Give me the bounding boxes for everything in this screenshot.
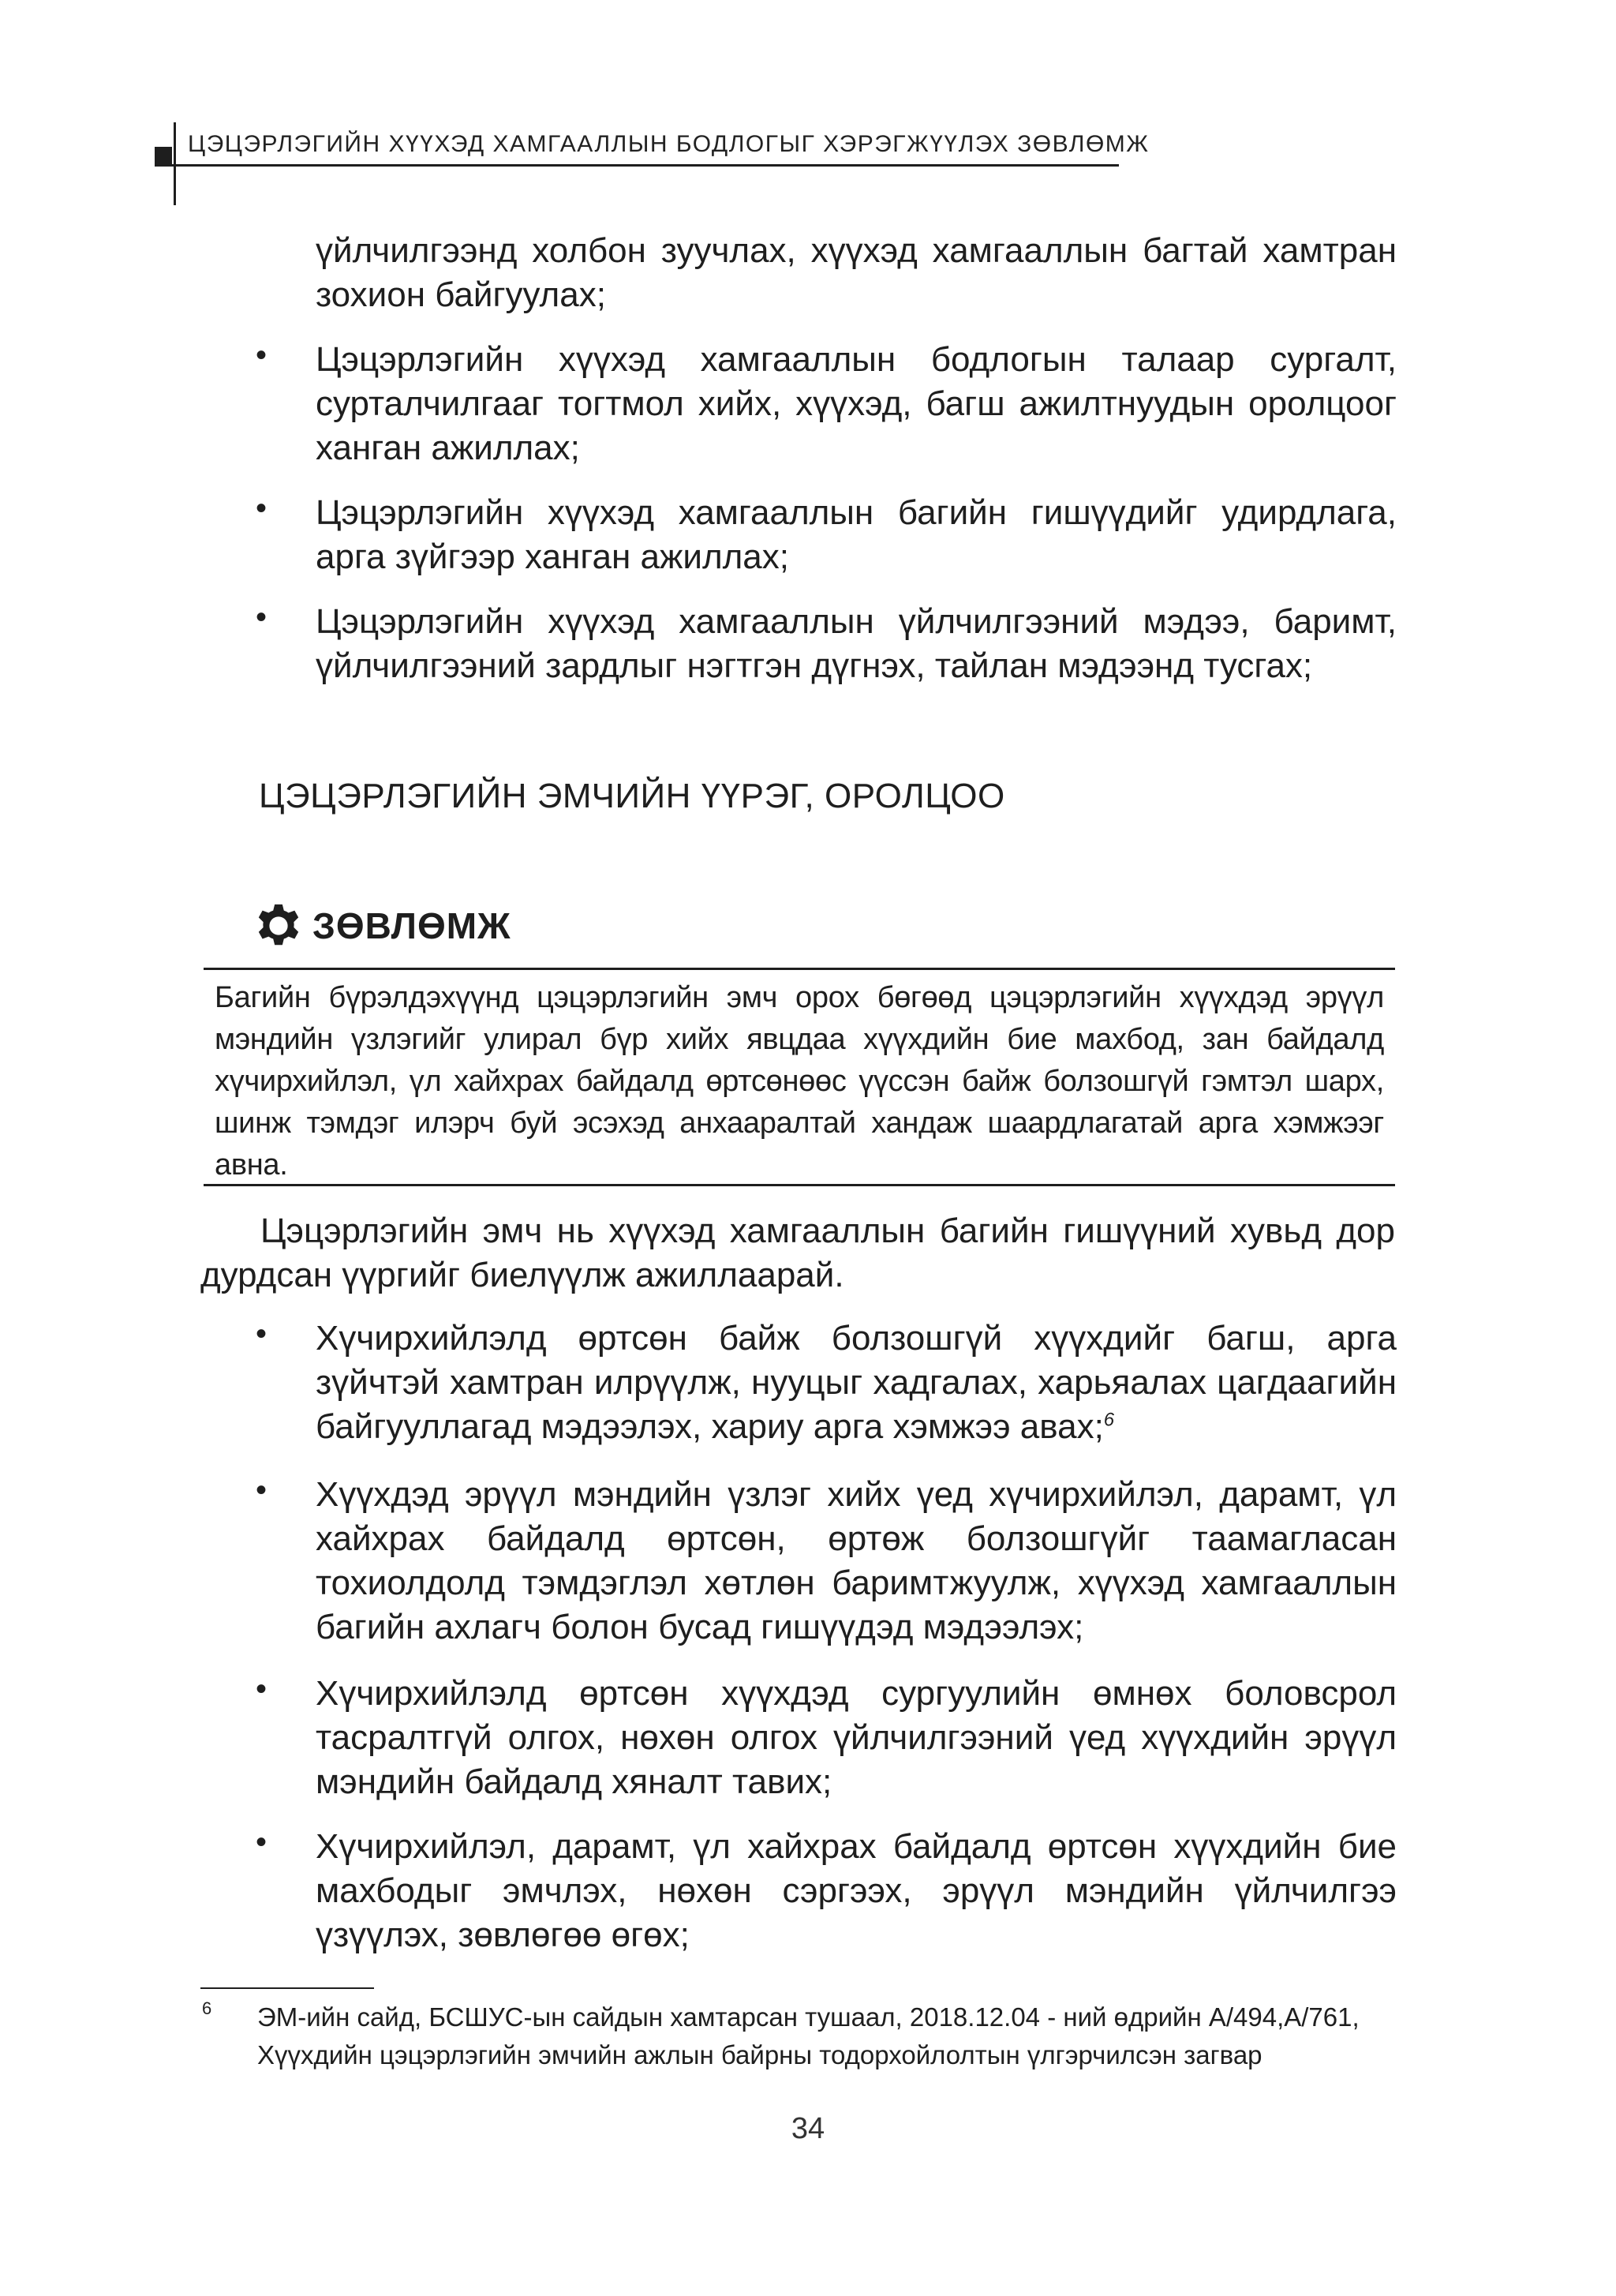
advice-box-bottom-rule — [204, 1184, 1395, 1186]
footnote-rule — [200, 1987, 374, 1989]
list-item: • Хүчирхийлэлд өртсөн хүүхдэд сургуулийн өмнөх боловсрол тасралтгүй олгох, нөхөн олгох үйлчилгээний үед хүүхдийн эрүүл мэндийн байдалд хяналт тавих; — [256, 1672, 1397, 1801]
section-title: ЦЭЦЭРЛЭГИЙН ЭМЧИЙН ҮҮРЭГ, ОРОЛЦОО — [259, 777, 1005, 815]
advice-box-top-rule — [204, 968, 1395, 970]
list-item: • Цэцэрлэгийн хүүхэд хамгааллын бодлогын талаар сургалт, сурталчилгааг тогтмол хийх, хүүхэд, багш ажилтнуудын оролцоог ханган ажиллах; — [256, 338, 1397, 467]
running-header: ЦЭЦЭРЛЭГИЙН ХҮҮХЭД ХАМГААЛЛЫН БОДЛОГЫГ ХЭРЭГЖҮҮЛЭХ ЗӨВЛӨМЖ — [188, 131, 1150, 157]
advice-heading — [254, 898, 511, 953]
footnote-ref: 6 — [1103, 1409, 1115, 1431]
list-continuation: үйлчилгээнд холбон зуучлах, хүүхэд хамгааллын багтай хамтран зохион байгуулах; — [316, 231, 1397, 314]
header-rule — [155, 164, 1119, 167]
bullet-dot: • — [256, 338, 267, 373]
footnote-line: ЭМ-ийн сайд, БСШУС-ын сайдын хамтарсан тушаал, 2018.12.04 - ний өдрийн А/494,А/761, — [257, 2002, 1360, 2032]
bullet-dot: • — [256, 1473, 267, 1508]
page-number: 34 — [791, 2112, 825, 2145]
list-item: • Хүүхдэд эрүүл мэндийн үзлэг хийх үед хүчирхийлэл, дарамт, үл хайхрах байдалд өртсөн, өртөж болзошгүйг таамагласан тохиолдолд тэмдэглэл хөтлөн баримтжуулж, хүүхэд хамгааллын багийн ахлагч болон бусад гишүүдэд мэдээлэх; — [256, 1473, 1397, 1646]
list-item: • Хүчирхийлэлд өртсөн байж болзошгүй хүүхдийг багш, арга зүйчтэй хамтран илрүүлж, нууцыг хадгалах, харьяалах цагдаагийн байгууллагад мэдээлэх, хариу арга хэмжээ авах;$^6$ — [256, 1317, 1397, 1446]
footnote-line: Хүүхдийн цэцэрлэгийн эмчийн ажлын байрны тодорхойлолтын үлгэрчилсэн загвар — [257, 2040, 1262, 2069]
gear-icon — [254, 901, 303, 950]
intro-paragraph: Цэцэрлэгийн эмч нь хүүхэд хамгааллын багийн гишүүний хувьд дор дурдсан үүргийг биелүүлж ажиллаарай. — [200, 1212, 1395, 1294]
list-item: • Хүчирхийлэл, дарамт, үл хайхрах байдалд өртсөн хүүхдийн бие махбодыг эмчлэх, нөхөн сэргээх, эрүүл мэндийн үйлчилгээ үзүүлэх, зөвлөгөө өгөх; — [256, 1825, 1397, 1954]
footnote-text — [257, 1998, 1397, 2074]
advice-title: ЗӨВЛӨМЖ — [312, 905, 511, 946]
list-item: • Цэцэрлэгийн хүүхэд хамгааллын багийн гишүүдийг удирдлага, арга зүйгээр ханган ажиллах; — [256, 491, 1397, 576]
advice-text: Багийн бүрэлдэхүүнд цэцэрлэгийн эмч орох бөгөөд цэцэрлэгийн хүүхдэд эрүүл мэндийн үзлэгийг улирал бүр хийх явцдаа хүүхдийн бие махбод, зан байдалд хүчирхийлэл, үл хайхрах байдалд өртсөнөөс үүссэн байж болзошгүй гэмтэл шарх, шинж тэмдэг илэрч буй эсэхэд анхааралтай хандаж шаардлагатай арга хэмжээг авна. — [215, 981, 1384, 1182]
bullet-dot: • — [256, 1672, 267, 1706]
header-marker — [155, 147, 172, 164]
bullet-dot: • — [256, 1825, 267, 1860]
bullet-dot: • — [256, 491, 267, 526]
list-item: • Цэцэрлэгийн хүүхэд хамгааллын үйлчилгээний мэдээ, баримт, үйлчилгээний зардлыг нэгтгэн дүгнэх, тайлан мэдээнд тусгах; — [256, 600, 1397, 685]
footnote-number: 6 — [202, 1998, 212, 2018]
bullet-dot: • — [256, 1317, 267, 1351]
bullet-dot: • — [256, 600, 267, 635]
